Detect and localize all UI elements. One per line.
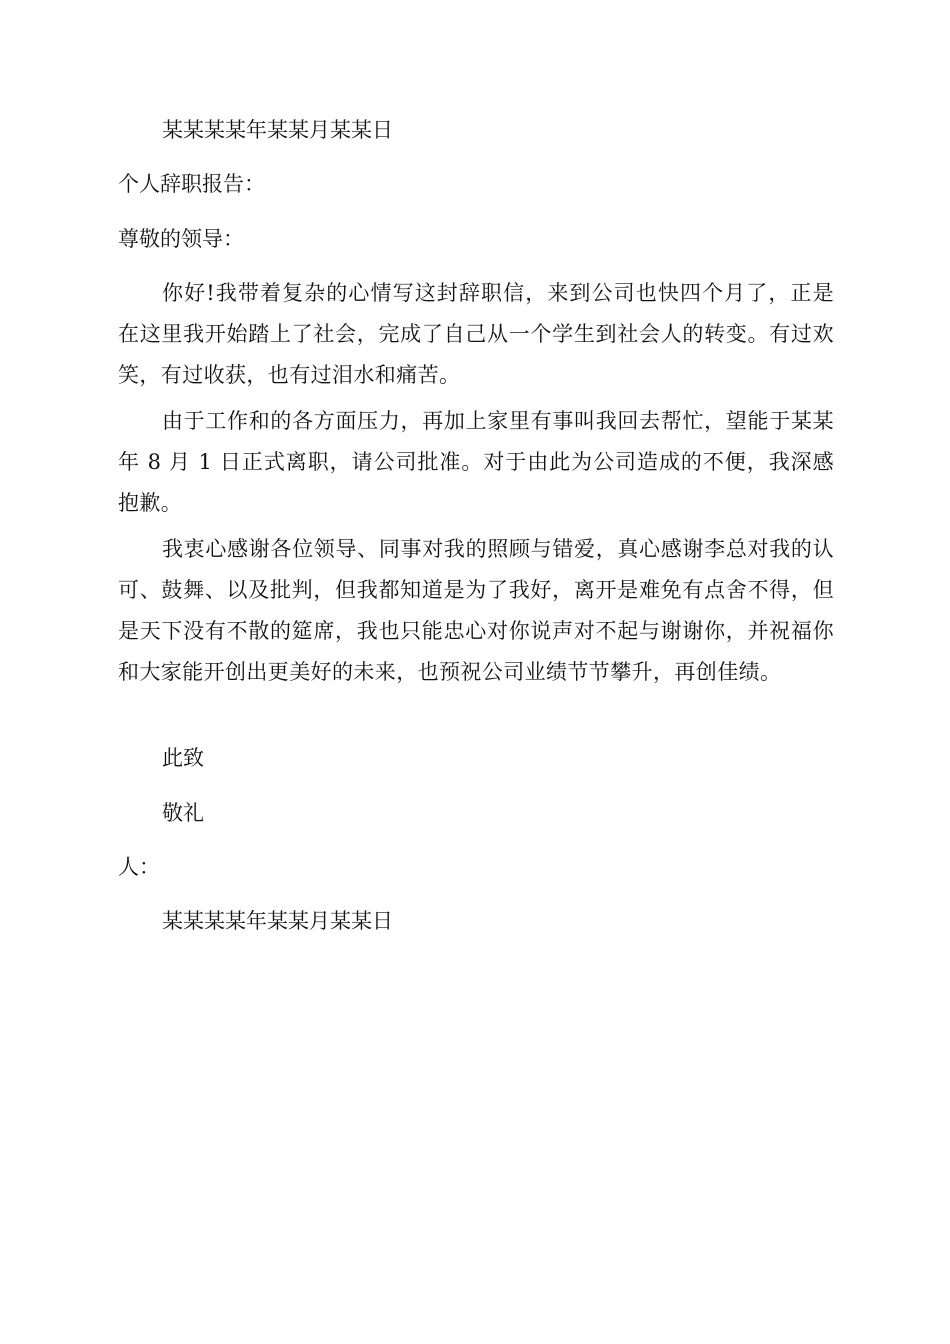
date-bottom: 某某某某年某某月某某日 <box>162 909 393 933</box>
body-paragraph-2: 由于工作和的各方面压力，再加上家里有事叫我回去帮忙，望能于某某年 8 月 1 日正式离职，请公司批准。对于由此为公司造成的不便，我深感抱歉。 <box>118 409 834 515</box>
body-paragraph-1: 你好!我带着复杂的心情写这封辞职信，来到公司也快四个月了，正是在这里我开始踏上了社会，完成了自己从一个学生到社会人的转变。有过欢笑，有过收获，也有过泪水和痛苦。 <box>118 281 834 387</box>
closing-line-2: 敬礼 <box>162 801 204 825</box>
date-top: 某某某某年某某月某某日 <box>162 118 393 142</box>
signer-label: 人： <box>118 855 160 879</box>
document-title: 个人辞职报告： <box>118 172 265 196</box>
closing-line-1: 此致 <box>162 746 204 770</box>
salutation: 尊敬的领导： <box>118 227 244 251</box>
body-paragraph-3: 我衷心感谢各位领导、同事对我的照顾与错爱，真心感谢李总对我的认可、鼓舞、以及批判，但我都知道是为了我好，离开是难免有点舍不得，但是天下没有不散的筵席，我也只能忠心对你说声对不起与谢谢你，并祝福你和大家能开创出更美好的未来，也预祝公司业绩节节攀升，再创佳绩。 <box>118 537 834 684</box>
